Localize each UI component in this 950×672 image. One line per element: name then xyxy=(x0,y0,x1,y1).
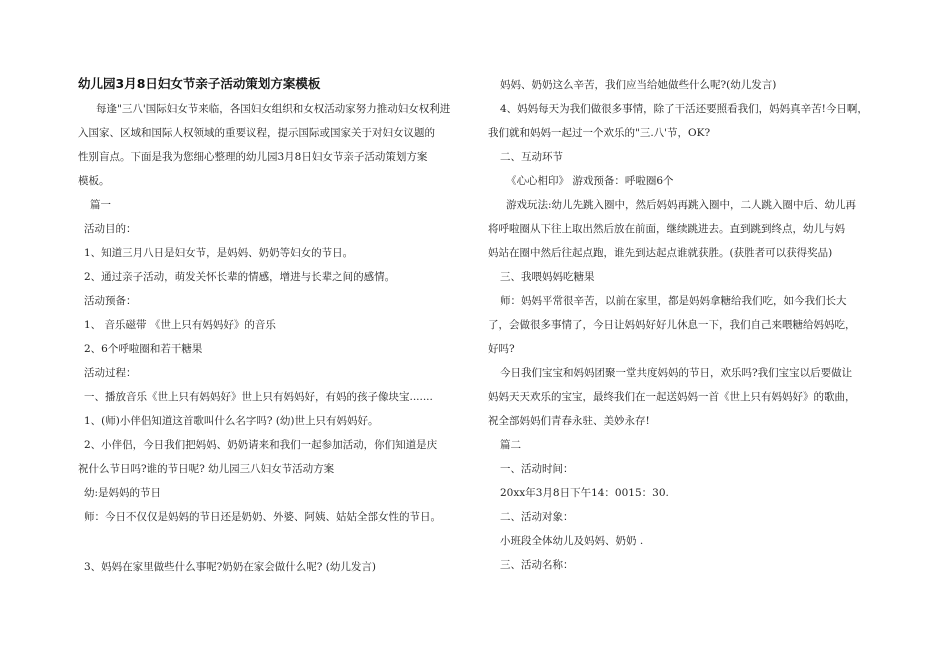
right-line-2: 4、妈妈每天为我们做很多事情，除了干活还要照看我们，妈妈真辛苦!今日啊， xyxy=(500,103,868,115)
right-line-17: 一、活动时间： xyxy=(500,463,574,475)
left-line-1: 每逢"三八'国际妇女节来临，各国妇女组织和女权活动家努力推动妇女权利进 xyxy=(96,103,451,115)
right-line-12: 好吗? xyxy=(488,343,515,355)
right-line-14: 妈妈天天欢乐的宝宝，最终我们在一起送妈妈一首《世上只有妈妈好》的歌曲， xyxy=(488,391,856,403)
left-line-18: 师：今日不仅仅是妈妈的节日还是奶奶、外婆、阿姨、姑姑全部女性的节日。 xyxy=(84,511,441,523)
left-line-9: 活动预备： xyxy=(84,295,137,307)
right-line-3: 我们就和妈妈一起过一个欢乐的"三.八'节，OK? xyxy=(488,127,711,139)
left-line-4: 模板。 xyxy=(78,175,110,187)
right-line-19: 二、活动对象： xyxy=(500,511,574,523)
right-line-15: 祝全部妈妈们青春永驻、美妙永存! xyxy=(488,415,650,427)
right-line-7: 将呼啦圈从下往上取出然后放在前面，继续跳进去。直到跳到终点，幼儿与妈 xyxy=(488,223,845,235)
left-line-16: 祝什么节日吗?谁的节日呢? 幼儿园三八妇女节活动方案 xyxy=(78,463,335,475)
left-line-6: 活动目的： xyxy=(84,223,137,235)
right-line-21: 三、活动名称： xyxy=(500,559,574,571)
left-line-19: 3、妈妈在家里做些什么事呢?奶奶在家会做什么呢? (幼儿发言) xyxy=(84,561,376,573)
right-line-18: 20xx年3月8日下午14：0015：30. xyxy=(500,487,669,499)
left-line-13: 一、播放音乐《世上只有妈妈好》世上只有妈妈好，有妈的孩子像块宝....... xyxy=(84,391,433,403)
right-line-16: 篇二 xyxy=(500,439,521,451)
left-line-5: 篇一 xyxy=(90,199,111,211)
left-line-15: 2、小伴侣，今日我们把妈妈、奶奶请来和我们一起参加活动，你们知道是庆 xyxy=(84,439,438,451)
right-line-5: 《心心相印》 游戏预备：呼啦圈6个 xyxy=(506,175,674,187)
right-line-10: 师：妈妈平常很辛苦，以前在家里，都是妈妈拿糖给我们吃，如今我们长大 xyxy=(500,295,847,307)
left-line-7: 1、知道三月八日是妇女节，是妈妈、奶奶等妇女的节日。 xyxy=(84,247,354,259)
right-line-13: 今日我们宝宝和妈妈团聚一堂共度妈妈的节日，欢乐吗?我们宝宝以后要做让 xyxy=(500,367,853,379)
right-line-9: 三、我喂妈妈吃糖果 xyxy=(500,271,595,283)
right-line-11: 了，会做很多事情了，今日让妈妈好好儿休息一下，我们自己来喂糖给妈妈吃， xyxy=(488,319,856,331)
right-line-1: 妈妈、奶奶这么辛苦，我们应当给她做些什么呢?(幼儿发言) xyxy=(500,79,777,91)
right-line-8: 妈站在圈中然后往起点跑，谁先到达起点谁就获胜。(获胜者可以获得奖品) xyxy=(488,247,833,259)
left-line-17: 幼:是妈妈的节日 xyxy=(84,487,162,499)
right-line-20: 小班段全体幼儿及妈妈、奶奶 . xyxy=(500,535,644,547)
left-line-14: 1、(师)小伴侣知道这首歌叫什么名字吗? (幼)世上只有妈妈好。 xyxy=(84,415,379,427)
right-line-4: 二、互动环节 xyxy=(500,151,563,163)
left-line-2: 入国家、区域和国际人权领域的重要议程，提示国际或国家关于对妇女议题的 xyxy=(78,127,435,139)
left-line-3: 性别盲点。下面是我为您细心整理的幼儿园3月8日妇女节亲子活动策划方案 xyxy=(78,151,428,163)
left-line-10: 1、 音乐磁带 《世上只有妈妈好》的音乐 xyxy=(84,319,276,331)
right-line-6: 游戏玩法:幼儿先跳入圈中，然后妈妈再跳入圈中，二人跳入圈中后、幼儿再 xyxy=(506,199,857,211)
left-line-8: 2、通过亲子活动，萌发关怀长辈的情感，增进与长辈之间的感情。 xyxy=(84,271,396,283)
left-line-11: 2、6个呼啦圈和若干糖果 xyxy=(84,343,203,355)
document-title: 幼儿园3月8日妇女节亲子活动策划方案模板 xyxy=(78,76,321,91)
left-line-12: 活动过程： xyxy=(84,367,137,379)
